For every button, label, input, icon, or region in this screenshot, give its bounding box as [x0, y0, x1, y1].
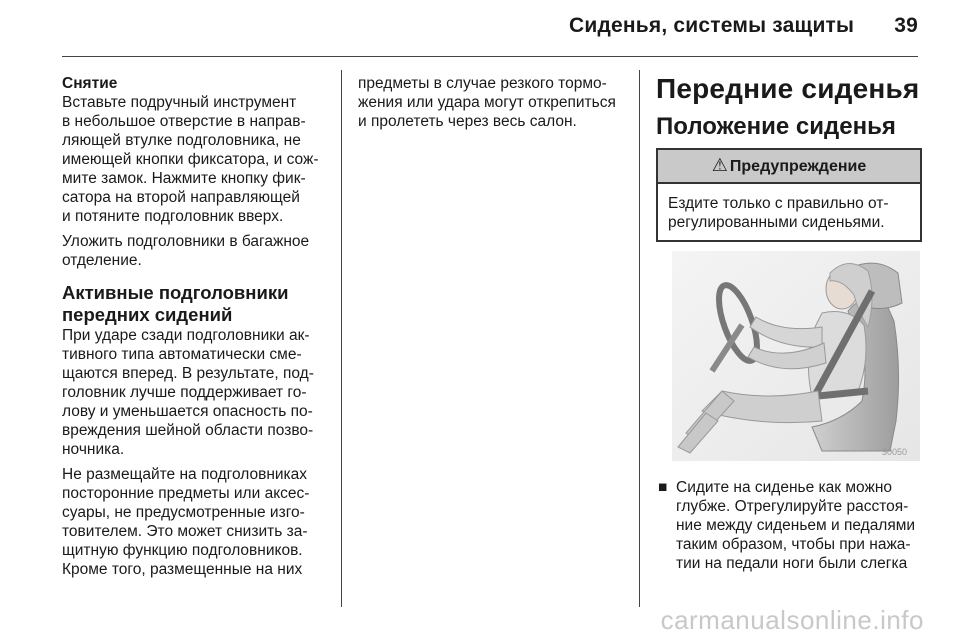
figure-number: 30050: [882, 447, 908, 457]
middle-column: [358, 74, 633, 137]
text-line: тивного типа автоматически сме-: [62, 346, 302, 363]
text-line: глубже. Отрегулируйте расстоя-: [676, 498, 909, 515]
warning-header: [658, 150, 920, 184]
text-line: товителем. Это может снизить за-: [62, 523, 308, 540]
text-line: При ударе сзади подголовники ак-: [62, 327, 310, 344]
text-line: отделение.: [62, 252, 142, 269]
text-line: регулированными сиденьями.: [668, 214, 885, 231]
text-line: посторонние предметы или аксес-: [62, 485, 310, 502]
text-line: лову и уменьшается опасность по-: [62, 403, 313, 420]
text-line: Вставьте подручный инструмент: [62, 94, 297, 111]
warning-title: Предупреждение: [729, 158, 867, 175]
list-item: [656, 478, 931, 573]
seat-position-illustration: [672, 251, 920, 461]
text-line: таким образом, чтобы при нажа-: [676, 536, 911, 553]
active-headrests-paragraph: [62, 326, 337, 459]
right-column: [656, 70, 926, 242]
page-title: Сиденья, системы защиты: [569, 14, 855, 37]
text-line: в небольшое отверстие в направ-: [62, 113, 306, 130]
heading-line: Активные подголовники: [62, 282, 289, 303]
text-line: тии на педали ноги были слегка: [676, 555, 908, 572]
warning-box: [656, 148, 922, 242]
text-line: щитную функцию подголовников.: [62, 542, 303, 559]
text-line: Не размещайте на подголовниках: [62, 466, 308, 483]
text-line: сатора на второй направляющей: [62, 189, 300, 206]
watermark: carmanualsonline.info: [660, 605, 924, 635]
text-line: головник лучше поддерживает го-: [62, 384, 307, 401]
removal-paragraph: [62, 93, 337, 226]
text-line: Сидите на сиденье как можно: [676, 479, 893, 496]
column-divider-left: [341, 70, 342, 607]
continuation-paragraph: [358, 74, 633, 131]
text-line: вреждения шейной области позво-: [62, 422, 314, 439]
driver-seating-drawing: [672, 251, 920, 461]
column-divider-right: [639, 70, 640, 607]
storage-paragraph: [62, 232, 337, 270]
text-line: и потяните подголовник вверх.: [62, 208, 284, 225]
text-line: щаются вперед. В результате, под-: [62, 365, 314, 382]
text-line: ночника.: [62, 441, 125, 458]
warning-triangle-icon: ⚠: [711, 155, 728, 175]
section-heading: Передние сиденья: [656, 73, 920, 104]
text-line: мите замок. Нажмите кнопку фик-: [62, 170, 306, 187]
page-number: 39: [894, 14, 918, 37]
subsection-heading: Положение сиденья: [656, 113, 896, 140]
header-divider: [62, 56, 918, 57]
caution-paragraph: [62, 465, 337, 579]
text-line: Уложить подголовники в багажное: [62, 233, 310, 250]
text-line: Ездите только с правильно от-: [668, 195, 889, 212]
text-line: ляющей втулке подголовника, не: [62, 132, 301, 149]
text-line: и пролететь через весь салон.: [358, 113, 577, 130]
text-line: ние между сиденьем и педалями: [676, 517, 916, 534]
text-line: Кроме того, размещенные на них: [62, 561, 303, 578]
bullet-square-icon: ■: [658, 479, 668, 496]
removal-heading: Снятие: [62, 75, 118, 92]
text-line: предметы в случае резкого тормо-: [358, 75, 607, 92]
text-line: имеющей кнопки фиксатора, и сож-: [62, 151, 319, 168]
active-headrests-heading: [62, 282, 337, 326]
running-head: [569, 14, 918, 38]
left-column: [62, 74, 337, 585]
seat-position-instructions: [656, 478, 931, 573]
text-line: суары, не предусмотренные изго-: [62, 504, 305, 521]
text-line: жения или удара могут открепиться: [358, 94, 616, 111]
heading-line: передних сидений: [62, 304, 233, 325]
warning-body: [658, 184, 920, 240]
